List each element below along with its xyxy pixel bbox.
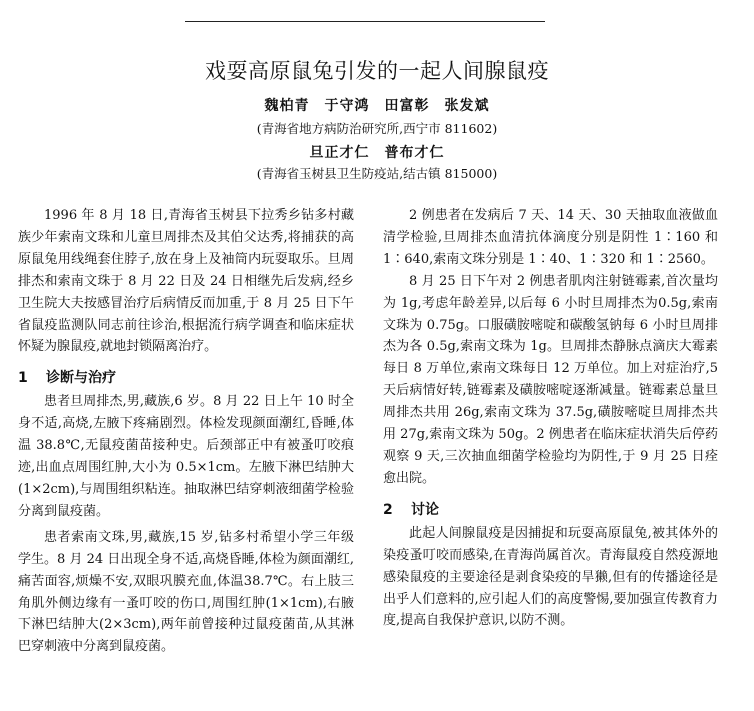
right-column	[383, 205, 718, 632]
section-title: 诊断与治疗	[46, 370, 116, 387]
section-number: 2	[383, 501, 393, 518]
author-line-2: 旦正才仁 普布才仁	[309, 145, 445, 161]
section-heading-diagnosis	[18, 367, 354, 389]
affiliation-line-1: (青海省地方病防治研究所,西宁市 811602)	[256, 121, 498, 136]
serology-paragraph: 2 例患者在发病后 7 天、14 天、30 天抽取血液做血清学检验,旦周排杰血清抗体滴度分别是阴性 1∶160 和 1∶640,索南文珠分别是 1∶40、1∶320 和 1∶2560。	[383, 208, 718, 267]
left-column	[18, 205, 354, 658]
case-1-paragraph: 患者旦周排杰,男,藏族,6 岁。8 月 22 日上午 10 时全身不适,高烧,左腋下疼痛剧烈。体检发现颜面潮红,昏睡,体温 38.8℃,无鼠疫菌苗接种史。后颈部正中有被蚤叮咬痕迹,出血点周围红肿,大小为 0.5×1cm。左腋下淋巴结肿大(1×2cm),与周围组织粘连。抽取淋巴结穿刺液细菌学检验分离到鼠疫菌。	[18, 394, 354, 519]
intro-paragraph: 1996 年 8 月 18 日,青海省玉树县下拉秀乡钻多村藏族少年索南文珠和儿童旦周排杰及其伯父达秀,将捕获的高原鼠兔用线绳套住脖子,放在身上及袖筒内玩耍取乐。旦周排杰和索南文珠于 8 月 22 日及 24 日相继先后发病,经乡卫生院大夫按感冒治疗后病情反而加重,于 8 月 25 日下午省鼠疫监测队同志前往诊治,根据流行病学调查和临床症状怀疑为腺鼠疫,就地封锁隔离治疗。	[18, 208, 354, 355]
author-line-1: 魏柏青 于守鸿 田富彰 张发斌	[264, 98, 490, 114]
section-heading-discussion	[383, 499, 718, 521]
treatment-paragraph: 8 月 25 日下午对 2 例患者肌肉注射链霉素,首次量均为 1g,考虑年龄差异,以后每 6 小时旦周排杰为0.5g,索南文珠为 0.75g。口服磺胺嘧啶和碳酸氢钠每 6 小时旦周排杰为各 0.5g,索南文珠为 1g。旦周排杰静脉点滴庆大霉素每日 8 万单位,索南文珠每日 12 万单位。加上对症治疗,5 天后病情好转,链霉素及磺胺嘧啶逐渐减量。链霉素总量旦周排杰共用 26g,索南文珠为 37.5g,磺胺嘧啶旦周排杰共用 27g,索南文珠为 50g。2 例患者在临床症状消失后停药观察 9 天,三次抽血细菌学检验均为阴性,于 9 月 25 日痊愈出院。	[383, 273, 718, 486]
article-title: 戏耍高原鼠兔引发的一起人间腺鼠疫	[205, 59, 549, 83]
discussion-paragraph: 此起人间腺鼠疫是因捕捉和玩耍高原鼠兔,被其体外的染疫蚤叮咬而感染,在青海尚属首次。青海鼠疫自然疫源地感染鼠疫的主要途径是剥食染疫的旱獭,但有的传播途径是出乎人们意料的,应引起人们的高度警惕,要加强宣传教育力度,提高自我保护意识,以防不测。	[383, 525, 718, 629]
section-title: 讨论	[411, 501, 439, 518]
case-2-paragraph: 患者索南文珠,男,藏族,15 岁,钻多村希望小学三年级学生。8 月 24 日出现全身不适,高烧昏睡,体检为颜面潮红,痛苦面容,烦燥不安,双眼巩膜充血,体温38.7℃。右上肢三角肌外侧边缘有一蚤叮咬的伤口,周围红肿(1×1cm),右腋下淋巴结肿大(2×3cm),两年前曾接种过鼠疫菌苗,从其淋巴穿刺液中分离到鼠疫菌。	[18, 529, 354, 655]
header-rule	[185, 21, 545, 22]
section-number: 1	[18, 370, 28, 387]
affiliation-line-2: (青海省玉树县卫生防疫站,结古镇 815000)	[256, 166, 498, 181]
